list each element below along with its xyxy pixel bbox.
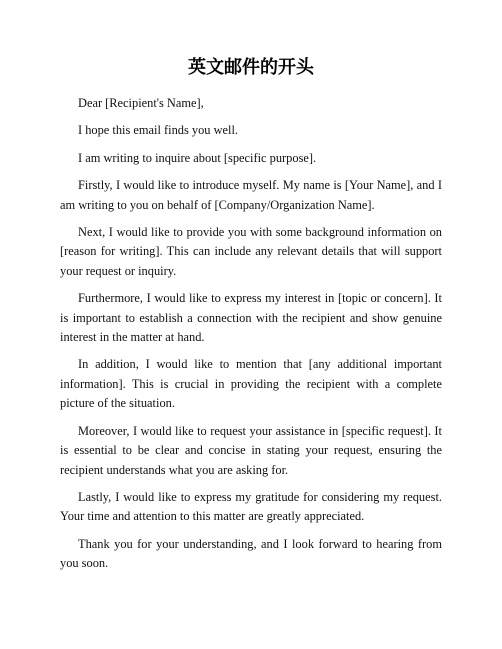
paragraph-introduction: Firstly, I would like to introduce myself. My name is [Your Name], and I am writing to you on behalf of [Company/Organization Name].	[60, 178, 442, 212]
salutation: Dear [Recipient's Name],	[78, 96, 204, 110]
document-title: 英文邮件的开头	[188, 57, 314, 78]
paragraph-background: Next, I would like to provide you with some background information on [reason for writing]. This can include any relevant details that will support your request or inquiry.	[60, 225, 442, 278]
paragraph-gratitude: Lastly, I would like to express my gratitude for considering my request. Your time and attention to this matter are greatly appreciated.	[60, 489, 442, 524]
paragraph-purpose: I am writing to inquire about [specific purpose].	[78, 150, 317, 165]
paragraph-additional-info: In addition, I would like to mention that [any additional important information]. This is crucial in providing the recipient with a complete picture of the situation.	[60, 357, 442, 411]
paragraph-greeting: I hope this email finds you well.	[78, 123, 239, 138]
paragraph-request: Moreover, I would like to request your assistance in [specific request]. It is essential to be clear and concise in stating your request, ensuring the recipient understands what you are asking for.	[60, 423, 442, 477]
paragraph-closing: Thank you for your understanding, and I look forward to hearing from you soon.	[60, 536, 442, 571]
paragraph-interest: Furthermore, I would like to express my interest in [topic or concern]. It is important to establish a connection with the recipient and show genuine interest in the matter at hand.	[60, 291, 442, 345]
